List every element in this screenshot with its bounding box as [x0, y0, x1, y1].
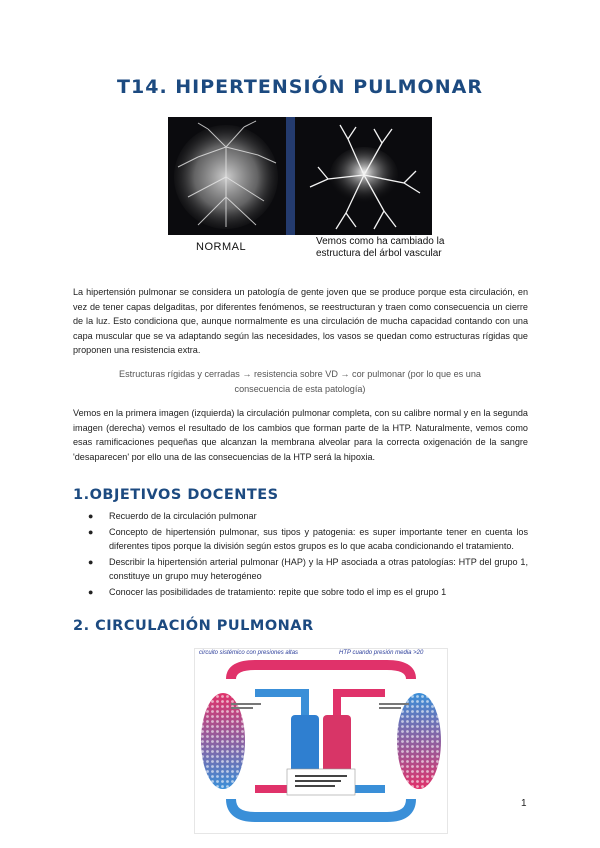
list-item: ● Concepto de hipertensión pulmonar, sus tipos y patogenia: es super importante tener en cuenta los diferentes tipos porque la división según estos grupos es lo que acaba condicionando el tratamiento.: [88, 526, 528, 552]
objetivos-list: [73, 509, 528, 600]
caption-normal: NORMAL: [196, 241, 247, 253]
circulation-diagram: [194, 648, 448, 834]
list-item: ● Describir la hipertensión arterial pulmonar (HAP) y la HP asociada a otras patologías: HTP del grupo 1, constituye un grupo muy heterogéneo: [88, 556, 528, 582]
diagram-label-right: HTP cuando presión media >20: [339, 650, 424, 656]
explanation-paragraph: Vemos en la primera imagen (izquierda) la circulación pulmonar completa, con su calibre normal y en la segunda imagen (derecha) vemos el resultado de los cambios que forman parte de la HTP. Naturalmente, vemos como esas ramificaciones pequeñas que alcanzan la membrana alveolar para la correcta oxigenación de la sangre 'desaparecen' por ello una de las consecuencias de la HTP será la hipoxia.: [73, 408, 528, 462]
page-title: T14. HIPERTENSIÓN PULMONAR: [117, 76, 483, 98]
bullet-icon: ●: [88, 586, 94, 597]
intro-paragraph: La hipertensión pulmonar se considera un patología de gente joven que se produce porque esta circulación, en vez de tener capas delgaditas, por diferentes fenómenos, se reestructuran y traen como consecuencia un cierre de la luz. Esto condiciona que, aunque normalmente es una circulación de mucha capacidad contando con una capa muscular que se va adaptando según las necesidades, los vasos se quedan como estructuras rígidas que proponen una resistencia extra.: [73, 287, 528, 356]
angiography-figure: [168, 117, 432, 235]
caption-changed: Vemos como ha cambiado la estructura del árbol vascular: [316, 236, 445, 259]
section-heading-circulacion: 2. CIRCULACIÓN PULMONAR: [73, 618, 314, 634]
page-number: 1: [521, 798, 527, 809]
list-item: ● Conocer las posibilidades de tratamiento: repite que sobre todo el imp es el grupo 1: [73, 585, 528, 600]
section-heading-objetivos: 1.OBJETIVOS DOCENTES: [73, 487, 279, 503]
bullet-icon: ●: [88, 511, 94, 521]
bullet-icon: ●: [88, 526, 94, 537]
circulation-drawing: [195, 649, 447, 833]
summary-note: Estructuras rígidas y cerradas → resistencia sobre VD → cor pulmonar (por lo que es una consecuencia de esta patología): [119, 369, 481, 394]
list-item: ● Recuerdo de la circulación pulmonar: [73, 509, 528, 524]
bullet-icon: ●: [88, 556, 94, 567]
diagram-label-left: circuito sistémico con presiones altas: [199, 650, 299, 656]
angiography-image: [168, 117, 432, 235]
